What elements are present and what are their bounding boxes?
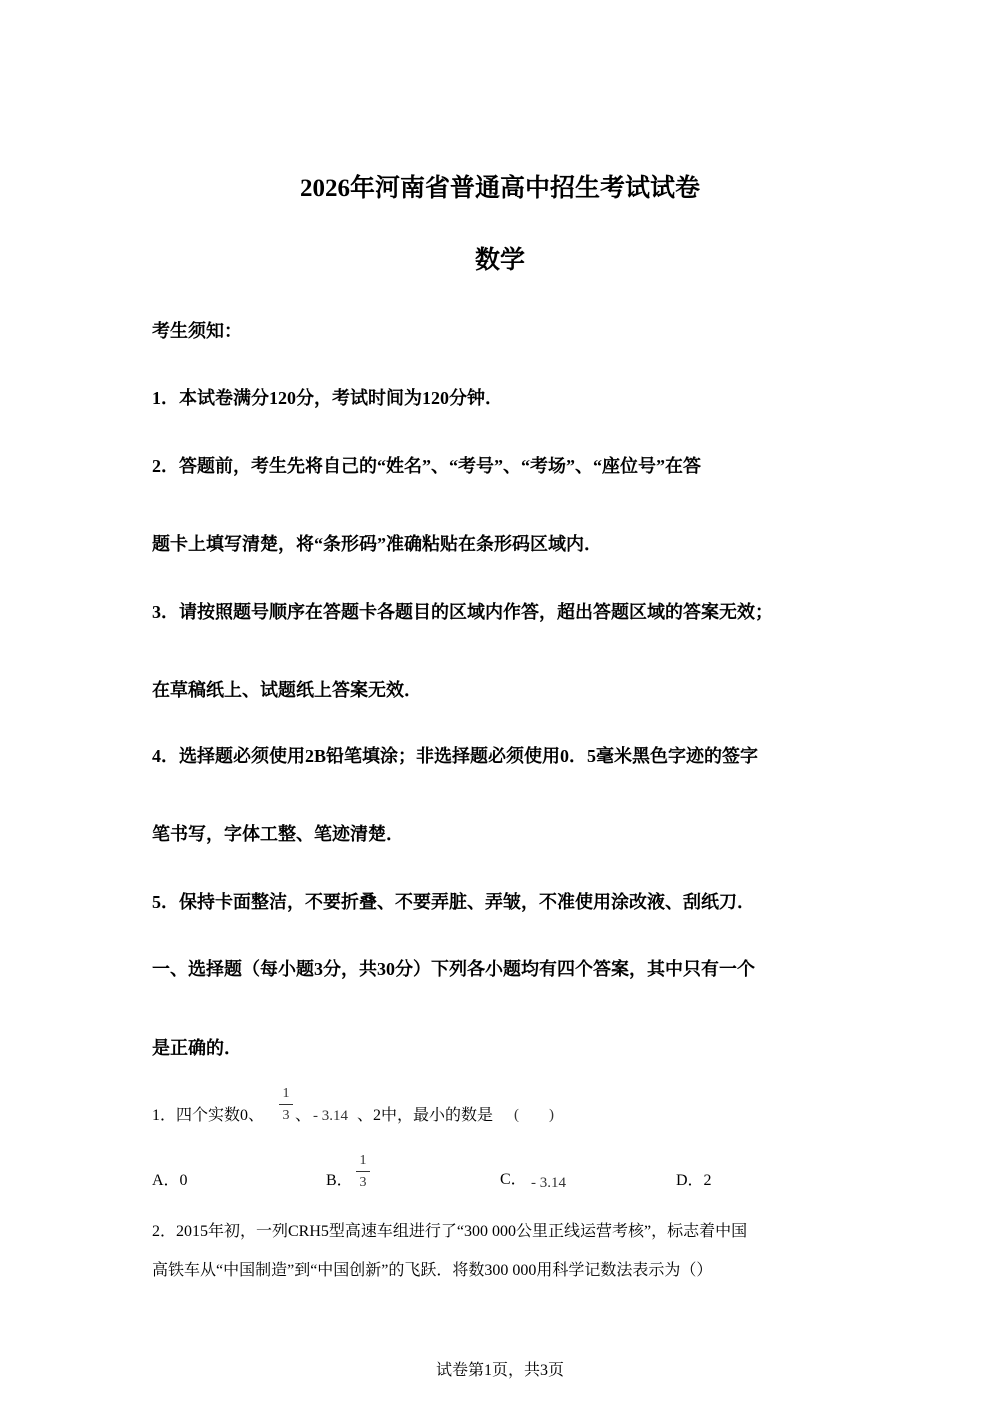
q2-line-1: 2．2015年初，一列CRH5型高速车组进行了“300 000公里正线运营考核”，标志着中国 — [152, 1223, 748, 1240]
q1-separator-1: 、 — [295, 1107, 312, 1124]
q1-fraction-numerator: 1 — [282, 1086, 290, 1101]
q1-option-b-label: B． — [326, 1172, 353, 1189]
notice-item-4-line-2: 笔书写，字体工整、笔迹清楚． — [152, 824, 404, 844]
section-1-heading-line-2: 是正确的． — [152, 1038, 242, 1058]
q1-answer-paren: ( ) — [514, 1107, 554, 1123]
q1-option-c-label: C． — [500, 1171, 527, 1188]
fraction-bar — [279, 1104, 293, 1105]
section-1-heading-line-1: 一、选择题（每小题3分，共30分）下列各小题均有四个答案，其中只有一个 — [152, 959, 755, 979]
q1-option-c-value: - 3.14 — [531, 1175, 566, 1191]
q1-option-a: A．0 — [152, 1172, 188, 1189]
q1-option-b-numerator: 1 — [359, 1153, 367, 1168]
q1-option-d: D．2 — [676, 1172, 712, 1189]
q1-option-b-fraction — [356, 1153, 370, 1191]
notice-item-5: 5．保持卡面整洁，不要折叠、不要弄脏、弄皱，不准使用涂改液、刮纸刀． — [152, 892, 755, 912]
notice-item-2-line-1: 2．答题前，考生先将自己的“姓名”、“考号”、“考场”、“座位号”在答 — [152, 456, 701, 476]
q1-fraction-denominator: 3 — [282, 1108, 290, 1123]
q1-negative-value: - 3.14 — [313, 1108, 348, 1124]
notice-item-2-line-2: 题卡上填写清楚，将“条形码”准确粘贴在条形码区域内． — [152, 534, 602, 554]
notice-item-3-line-1: 3．请按照题号顺序在答题卡各题目的区域内作答，超出答题区域的答案无效； — [152, 602, 773, 622]
page-footer: 试卷第1页，共3页 — [435, 1362, 564, 1379]
q2-line-2: 高铁车从“中国制造”到“中国创新”的飞跃．将数300 000用科学记数法表示为（） — [152, 1262, 713, 1279]
exam-title: 2026年河南省普通高中招生考试试卷 — [299, 175, 700, 202]
subject-title: 数学 — [474, 247, 525, 274]
notice-item-1: 1．本试卷满分120分，考试时间为120分钟． — [152, 388, 503, 408]
notice-heading: 考生须知： — [152, 321, 242, 341]
q1-fraction — [279, 1086, 293, 1124]
q1-option-b-denominator: 3 — [359, 1175, 367, 1190]
q1-stem-start: 1．四个实数0、 — [152, 1107, 265, 1124]
notice-item-4-line-1: 4．选择题必须使用2B铅笔填涂；非选择题必须使用0．5毫米黑色字迹的签字 — [152, 746, 759, 766]
q1-stem-end: 、2中，最小的数是 — [357, 1107, 494, 1124]
fraction-bar — [356, 1171, 370, 1172]
notice-item-3-line-2: 在草稿纸上、试题纸上答案无效． — [152, 680, 422, 700]
